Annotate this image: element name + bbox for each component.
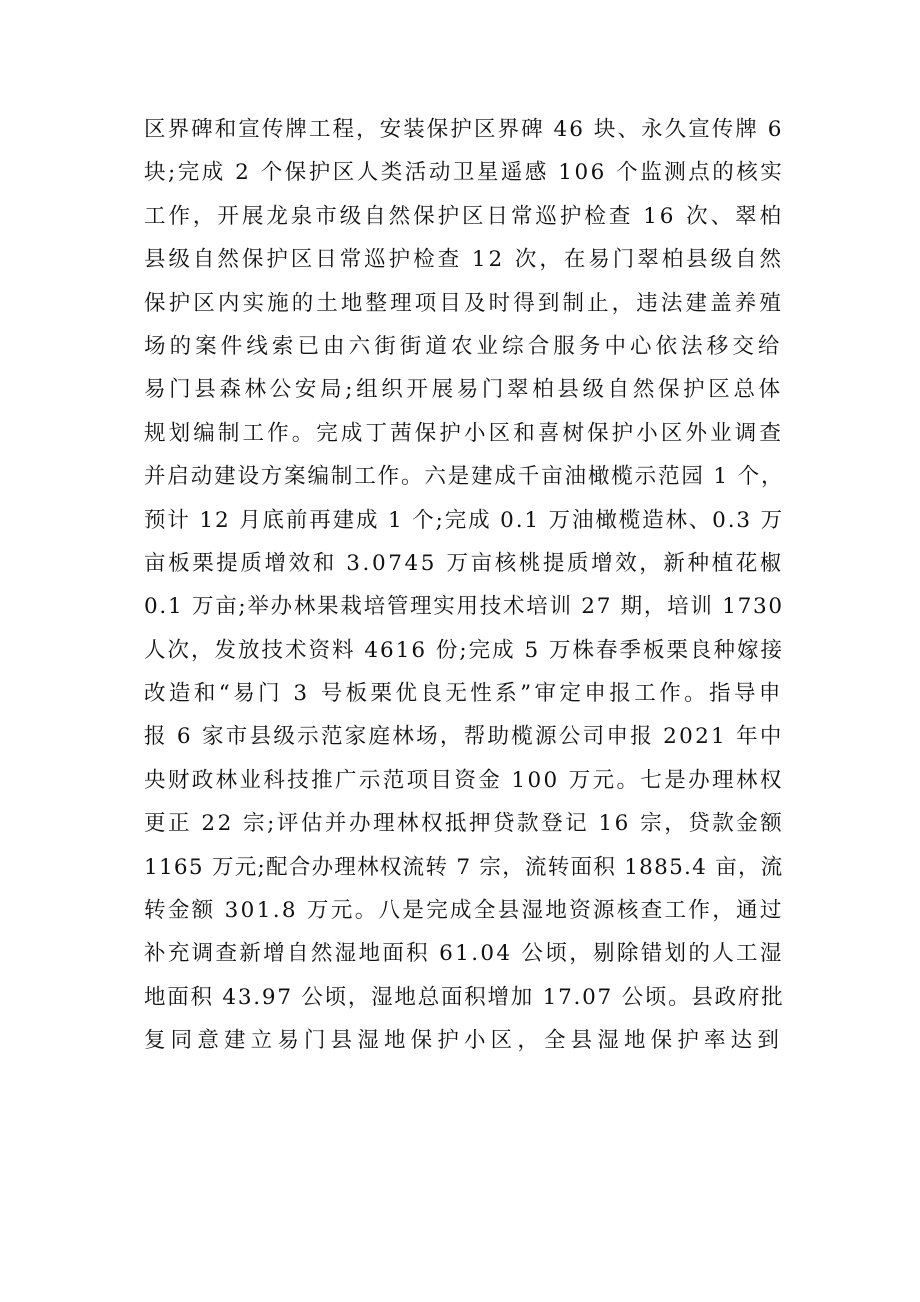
text-line: 县级自然保护区日常巡护检查 12 次，在易门翠柏县级自然 [144, 247, 785, 273]
text-line: 工作，开展龙泉市级自然保护区日常巡护检查 16 次、翠柏 [144, 203, 785, 229]
text-line: 报 6 家市县级示范家庭林场，帮助榄源公司申报 2021 年中 [144, 724, 784, 750]
text-line: 补充调查新增自然湿地面积 61.04 公顷，剔除错划的人工湿 [144, 941, 784, 967]
text-line: 保护区内实施的土地整理项目及时得到制止，违法建盖养殖 [144, 290, 784, 316]
text-line: 0.1 万亩;举办林果栽培管理实用技术培训 27 期，培训 1730 [144, 594, 784, 620]
text-line: 规划编制工作。完成丁茜保护小区和喜树保护小区外业调查 [144, 420, 784, 446]
text-line: 块;完成 2 个保护区人类活动卫星遥感 106 个监测点的核实 [144, 160, 785, 186]
text-line: 并启动建设方案编制工作。六是建成千亩油橄榄示范园 1 个， [144, 464, 785, 490]
body-text [144, 108, 784, 1063]
text-line: 区界碑和宣传牌工程，安装保护区界碑 46 块、永久宣传牌 6 [144, 117, 784, 142]
text-line: 亩板栗提质增效和 3.0745 万亩核桃提质增效，新种植花椒 [144, 550, 784, 576]
text-line: 预计 12 月底前再建成 1 个;完成 0.1 万油橄榄造林、0.3 万 [144, 507, 785, 533]
text-line: 更正 22 宗;评估并办理林权抵押贷款登记 16 宗，贷款金额 [144, 811, 785, 837]
text-line: 场的案件线索已由六街街道农业综合服务中心依法移交给 [144, 333, 784, 359]
text-line: 易门县森林公安局;组织开展易门翠柏县级自然保护区总体 [144, 377, 784, 403]
text-line: 地面积 43.97 公顷，湿地总面积增加 17.07 公顷。县政府批 [144, 984, 785, 1010]
text-line: 1165 万元;配合办理林权流转 7 宗，流转面积 1885.4 亩，流 [144, 854, 784, 880]
text-line: 改造和“易门 3 号板栗优良无性系”审定申报工作。指导申 [144, 681, 784, 707]
text-line: 转金额 301.8 万元。八是完成全县湿地资源核查工作，通过 [144, 898, 784, 924]
text-line: 复同意建立易门县湿地保护小区，全县湿地保护率达到 [144, 1028, 785, 1054]
text-line: 人次，发放技术资料 4616 份;完成 5 万株春季板栗良种嫁接 [144, 637, 784, 663]
text-line: 央财政林业科技推广示范项目资金 100 万元。七是办理林权 [144, 767, 784, 793]
